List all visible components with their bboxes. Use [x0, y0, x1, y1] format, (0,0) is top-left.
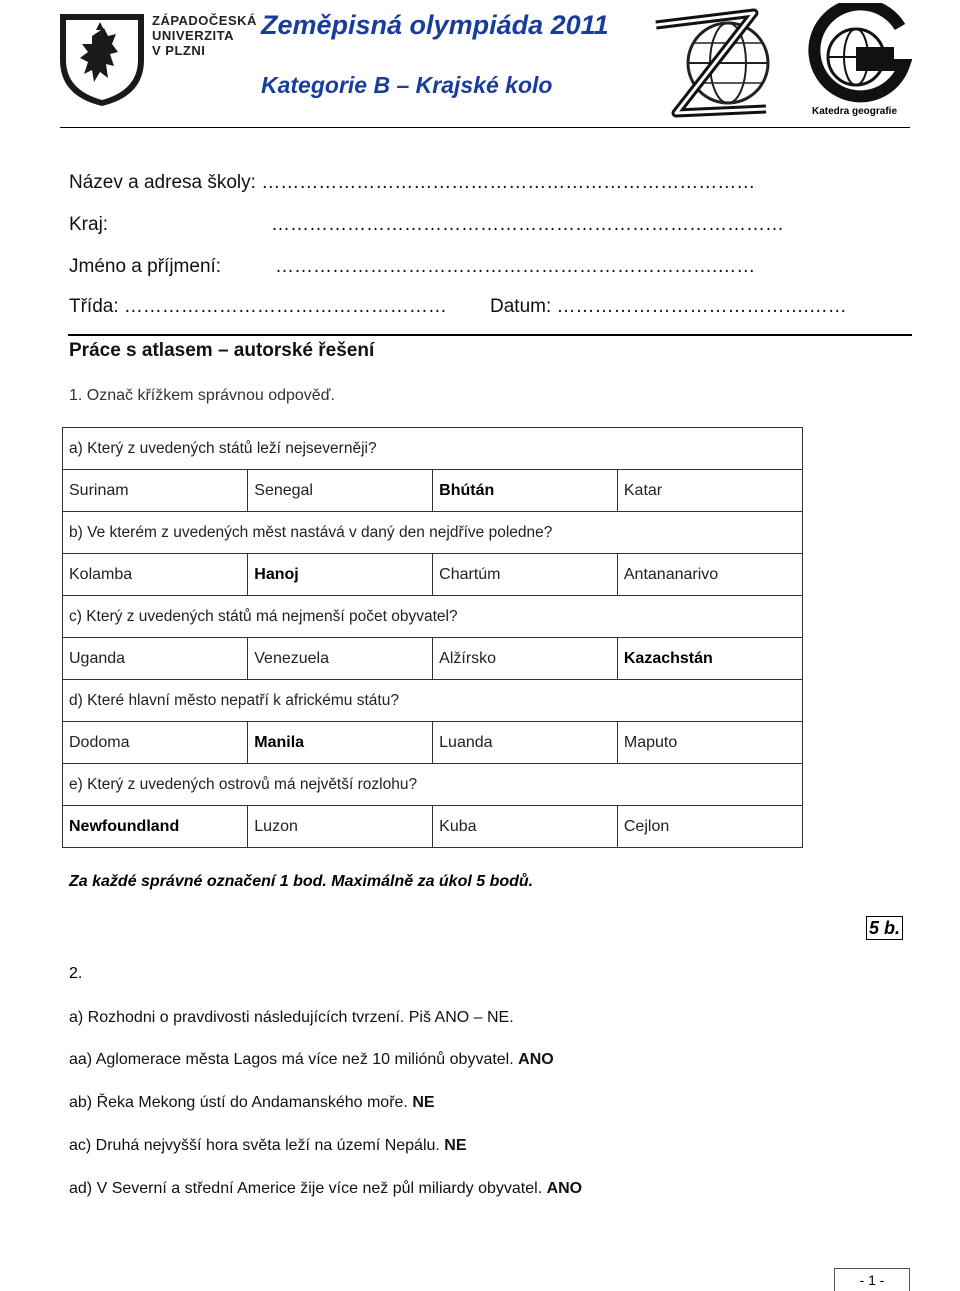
answer-option[interactable]: Kolamba	[63, 554, 248, 596]
answer-option[interactable]: Bhútán	[433, 470, 618, 512]
question-row	[63, 596, 803, 638]
points-box: 5 b.	[866, 916, 903, 940]
page-number: - 1 -	[834, 1268, 910, 1291]
answer-option[interactable]: Kazachstán	[617, 638, 802, 680]
answer-option[interactable]: Newfoundland	[63, 806, 248, 848]
statement-text: ad) V Severní a střední Americe žije více než půl miliardy obyvatel.	[69, 1180, 543, 1197]
header-divider	[60, 127, 910, 128]
answer-option[interactable]: Kuba	[433, 806, 618, 848]
answer-option[interactable]: Alžírsko	[433, 638, 618, 680]
olympiad-logo	[636, 5, 776, 125]
region-field[interactable]: ………………………………………………………………………	[271, 214, 784, 235]
page-title: Zeměpisná olympiáda 2011	[261, 10, 609, 40]
question-row	[63, 512, 803, 554]
section-title: Práce s atlasem – autorské řešení	[69, 340, 375, 361]
answer-option[interactable]: Cejlon	[617, 806, 802, 848]
answer-option[interactable]: Chartúm	[433, 554, 618, 596]
section-divider	[68, 334, 912, 336]
answer-option[interactable]: Luanda	[433, 722, 618, 764]
department-name: Katedra geografie	[812, 106, 898, 117]
page-subtitle: Kategorie B – Krajské kolo	[261, 72, 553, 98]
answer-option[interactable]: Senegal	[248, 470, 433, 512]
answer-option[interactable]: Antananarivo	[617, 554, 802, 596]
statement-text: ab) Řeka Mekong ústí do Andamanského moře.	[69, 1094, 408, 1111]
statement-line	[69, 1137, 467, 1155]
statement-text: aa) Aglomerace města Lagos má více než 10 miliónů obyvatel.	[69, 1051, 514, 1068]
statement-answer[interactable]: NE	[412, 1094, 435, 1111]
statement-line	[69, 1180, 582, 1198]
statement-text: ac) Druhá nejvyšší hora světa leží na území Nepálu.	[69, 1137, 440, 1154]
school-field[interactable]: Název a adresa školy: ……………………………………………………………………	[69, 172, 756, 193]
task2-instruction: a) Rozhodni o pravdivosti následujících tvrzení. Piš ANO – NE.	[69, 1009, 514, 1026]
question-text: b) Ve kterém z uvedených měst nastává v daný den nejdříve poledne?	[63, 512, 803, 554]
answer-option[interactable]: Venezuela	[248, 638, 433, 680]
university-logo	[52, 8, 152, 108]
question-row	[63, 428, 803, 470]
options-row	[63, 470, 803, 512]
options-row	[63, 638, 803, 680]
answer-option[interactable]: Manila	[248, 722, 433, 764]
task1-instruction: 1. Označ křížkem správnou odpověď.	[69, 387, 335, 404]
region-label: Kraj:	[69, 214, 109, 235]
university-line: UNIVERZITA	[152, 28, 235, 43]
university-name	[152, 13, 257, 58]
question-row	[63, 680, 803, 722]
statement-answer[interactable]: ANO	[518, 1051, 554, 1068]
statement-answer[interactable]: NE	[444, 1137, 467, 1154]
question-table	[62, 427, 803, 848]
task2-number: 2.	[69, 965, 83, 982]
answer-option[interactable]: Luzon	[248, 806, 433, 848]
options-row	[63, 554, 803, 596]
question-row	[63, 764, 803, 806]
question-text: c) Který z uvedených států má nejmenší počet obyvatel?	[63, 596, 803, 638]
answer-option[interactable]: Maputo	[617, 722, 802, 764]
name-field[interactable]: …………………………………………………………….……	[275, 256, 756, 277]
statement-answer[interactable]: ANO	[546, 1180, 583, 1197]
answer-option[interactable]: Surinam	[63, 470, 248, 512]
statement-line	[69, 1094, 435, 1112]
options-row	[63, 806, 803, 848]
class-field[interactable]: Třída: ……………………………………………	[69, 296, 447, 317]
department-logo	[800, 3, 912, 121]
options-row	[63, 722, 803, 764]
question-text: d) Které hlavní město nepatří k africkému státu?	[63, 680, 803, 722]
statement-line	[69, 1051, 554, 1069]
question-text: e) Který z uvedených ostrovů má největší rozlohu?	[63, 764, 803, 806]
university-line: ZÁPADOČESKÁ	[152, 13, 257, 28]
name-label: Jméno a příjmení:	[69, 256, 222, 277]
answer-option[interactable]: Uganda	[63, 638, 248, 680]
university-line: V PLZNI	[152, 43, 206, 58]
question-text: a) Který z uvedených států leží nejseverněji?	[63, 428, 803, 470]
answer-option[interactable]: Dodoma	[63, 722, 248, 764]
answer-option[interactable]: Hanoj	[248, 554, 433, 596]
answer-option[interactable]: Katar	[617, 470, 802, 512]
scoring-note: Za každé správné označení 1 bod. Maximálně za úkol 5 bodů.	[69, 873, 534, 890]
date-field[interactable]: Datum: ………………………………….……	[490, 296, 847, 317]
